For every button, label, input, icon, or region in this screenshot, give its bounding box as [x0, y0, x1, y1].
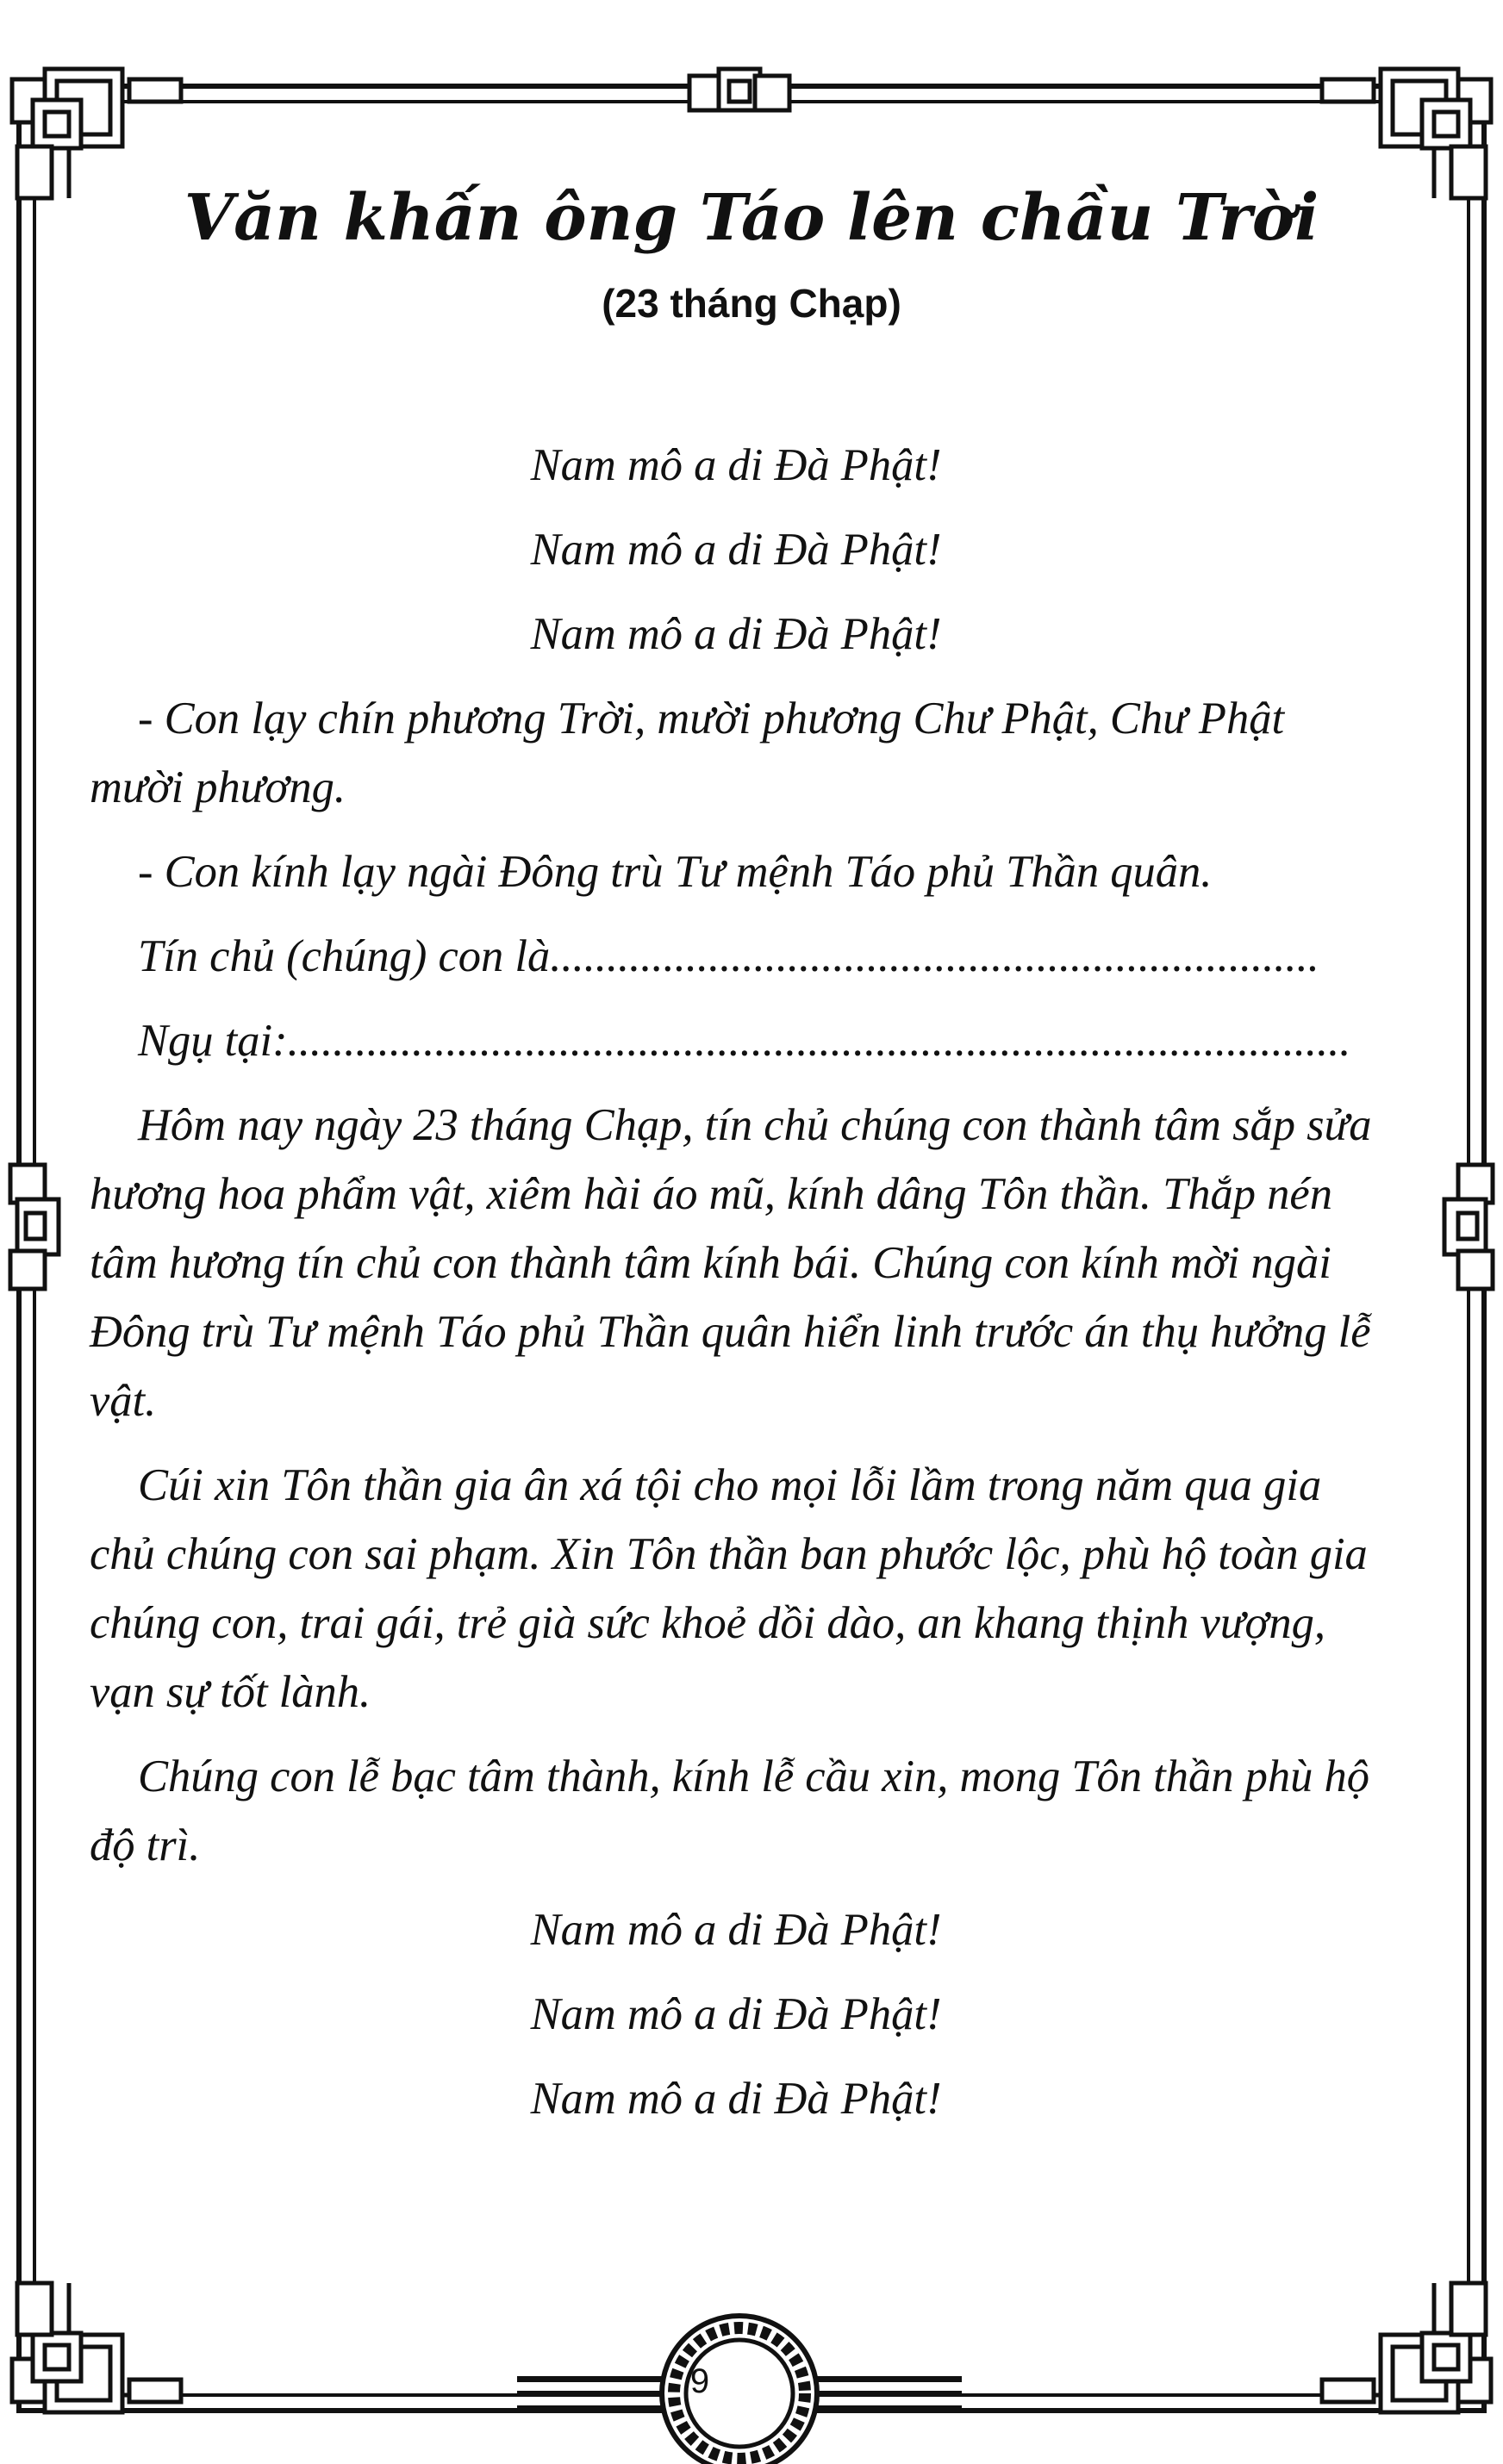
- closing-chant-line: Nam mô a di Đà Phật!: [530, 1905, 942, 1955]
- paragraph-closing: Chúng con lễ bạc tâm thành, kính lễ cầu xin, mong Tôn thần phù hộ độ trì.: [90, 1752, 1370, 1870]
- right-middle-ornament: [1444, 1165, 1493, 1289]
- paragraph-request: Cúi xin Tôn thần gia ân xá tội cho mọi lỗi lầm trong năm qua gia chủ chúng con sai phạm. Xin Tôn thần ban phước lộc, phù hộ toàn gia chúng con, trai gái, trẻ già sức khoẻ dồi dào, an khang thịnh vượng, vạn sự tốt lành.: [90, 1460, 1368, 1717]
- paragraph-offering: Hôm nay ngày 23 tháng Chạp, tín chủ chúng con thành tâm sắp sửa hương hoa phẩm vật, xiêm hài áo mũ, kính dâng Tôn thần. Thắp nén tâm hương tín chủ con thành tâm kính bái. Chúng con kính mời ngài Đông trù Tư mệnh Táo phủ Thần quân hiển linh trước án thụ hưởng lễ vật.: [90, 1100, 1372, 1426]
- name-label: Tín chủ (chúng) con là: [138, 931, 551, 981]
- address-label: Ngụ tại:: [138, 1016, 288, 1066]
- address-fill-line: [90, 1006, 1382, 1075]
- opening-chant-line: Nam mô a di Đà Phật!: [530, 440, 942, 490]
- document-title: Văn khấn ông Táo lên chầu Trời: [184, 181, 1319, 255]
- top-center-ornament: [689, 69, 789, 110]
- corner-ornament-top-right: [1322, 69, 1491, 198]
- corner-ornament-bottom-left: [12, 2283, 181, 2412]
- left-middle-ornament: [10, 1165, 59, 1289]
- page-number-medallion: [517, 2316, 962, 2464]
- opening-chant-line: Nam mô a di Đà Phật!: [530, 525, 942, 575]
- corner-ornament-top-left: [12, 69, 181, 198]
- corner-ornament-bottom-right: [1322, 2283, 1491, 2412]
- closing-chant-line: Nam mô a di Đà Phật!: [530, 1989, 942, 2039]
- address-blank: ..............................................................................................: [287, 1016, 1351, 1066]
- page-number: 9: [689, 2362, 710, 2400]
- opening-chant-line: Nam mô a di Đà Phật!: [530, 609, 942, 659]
- name-blank: ....................................................................: [550, 931, 1319, 981]
- paragraph-invocation: - Con lạy chín phương Trời, mười phương Chư Phật, Chư Phật mười phương.: [90, 694, 1285, 812]
- name-fill-line: [90, 922, 1382, 991]
- document-subtitle: (23 tháng Chạp): [602, 281, 901, 326]
- prayer-body: [90, 431, 1382, 2149]
- paragraph-bow: - Con kính lạy ngài Đông trù Tư mệnh Táo phủ Thần quân.: [138, 847, 1213, 897]
- closing-chant-line: Nam mô a di Đà Phật!: [530, 2074, 942, 2124]
